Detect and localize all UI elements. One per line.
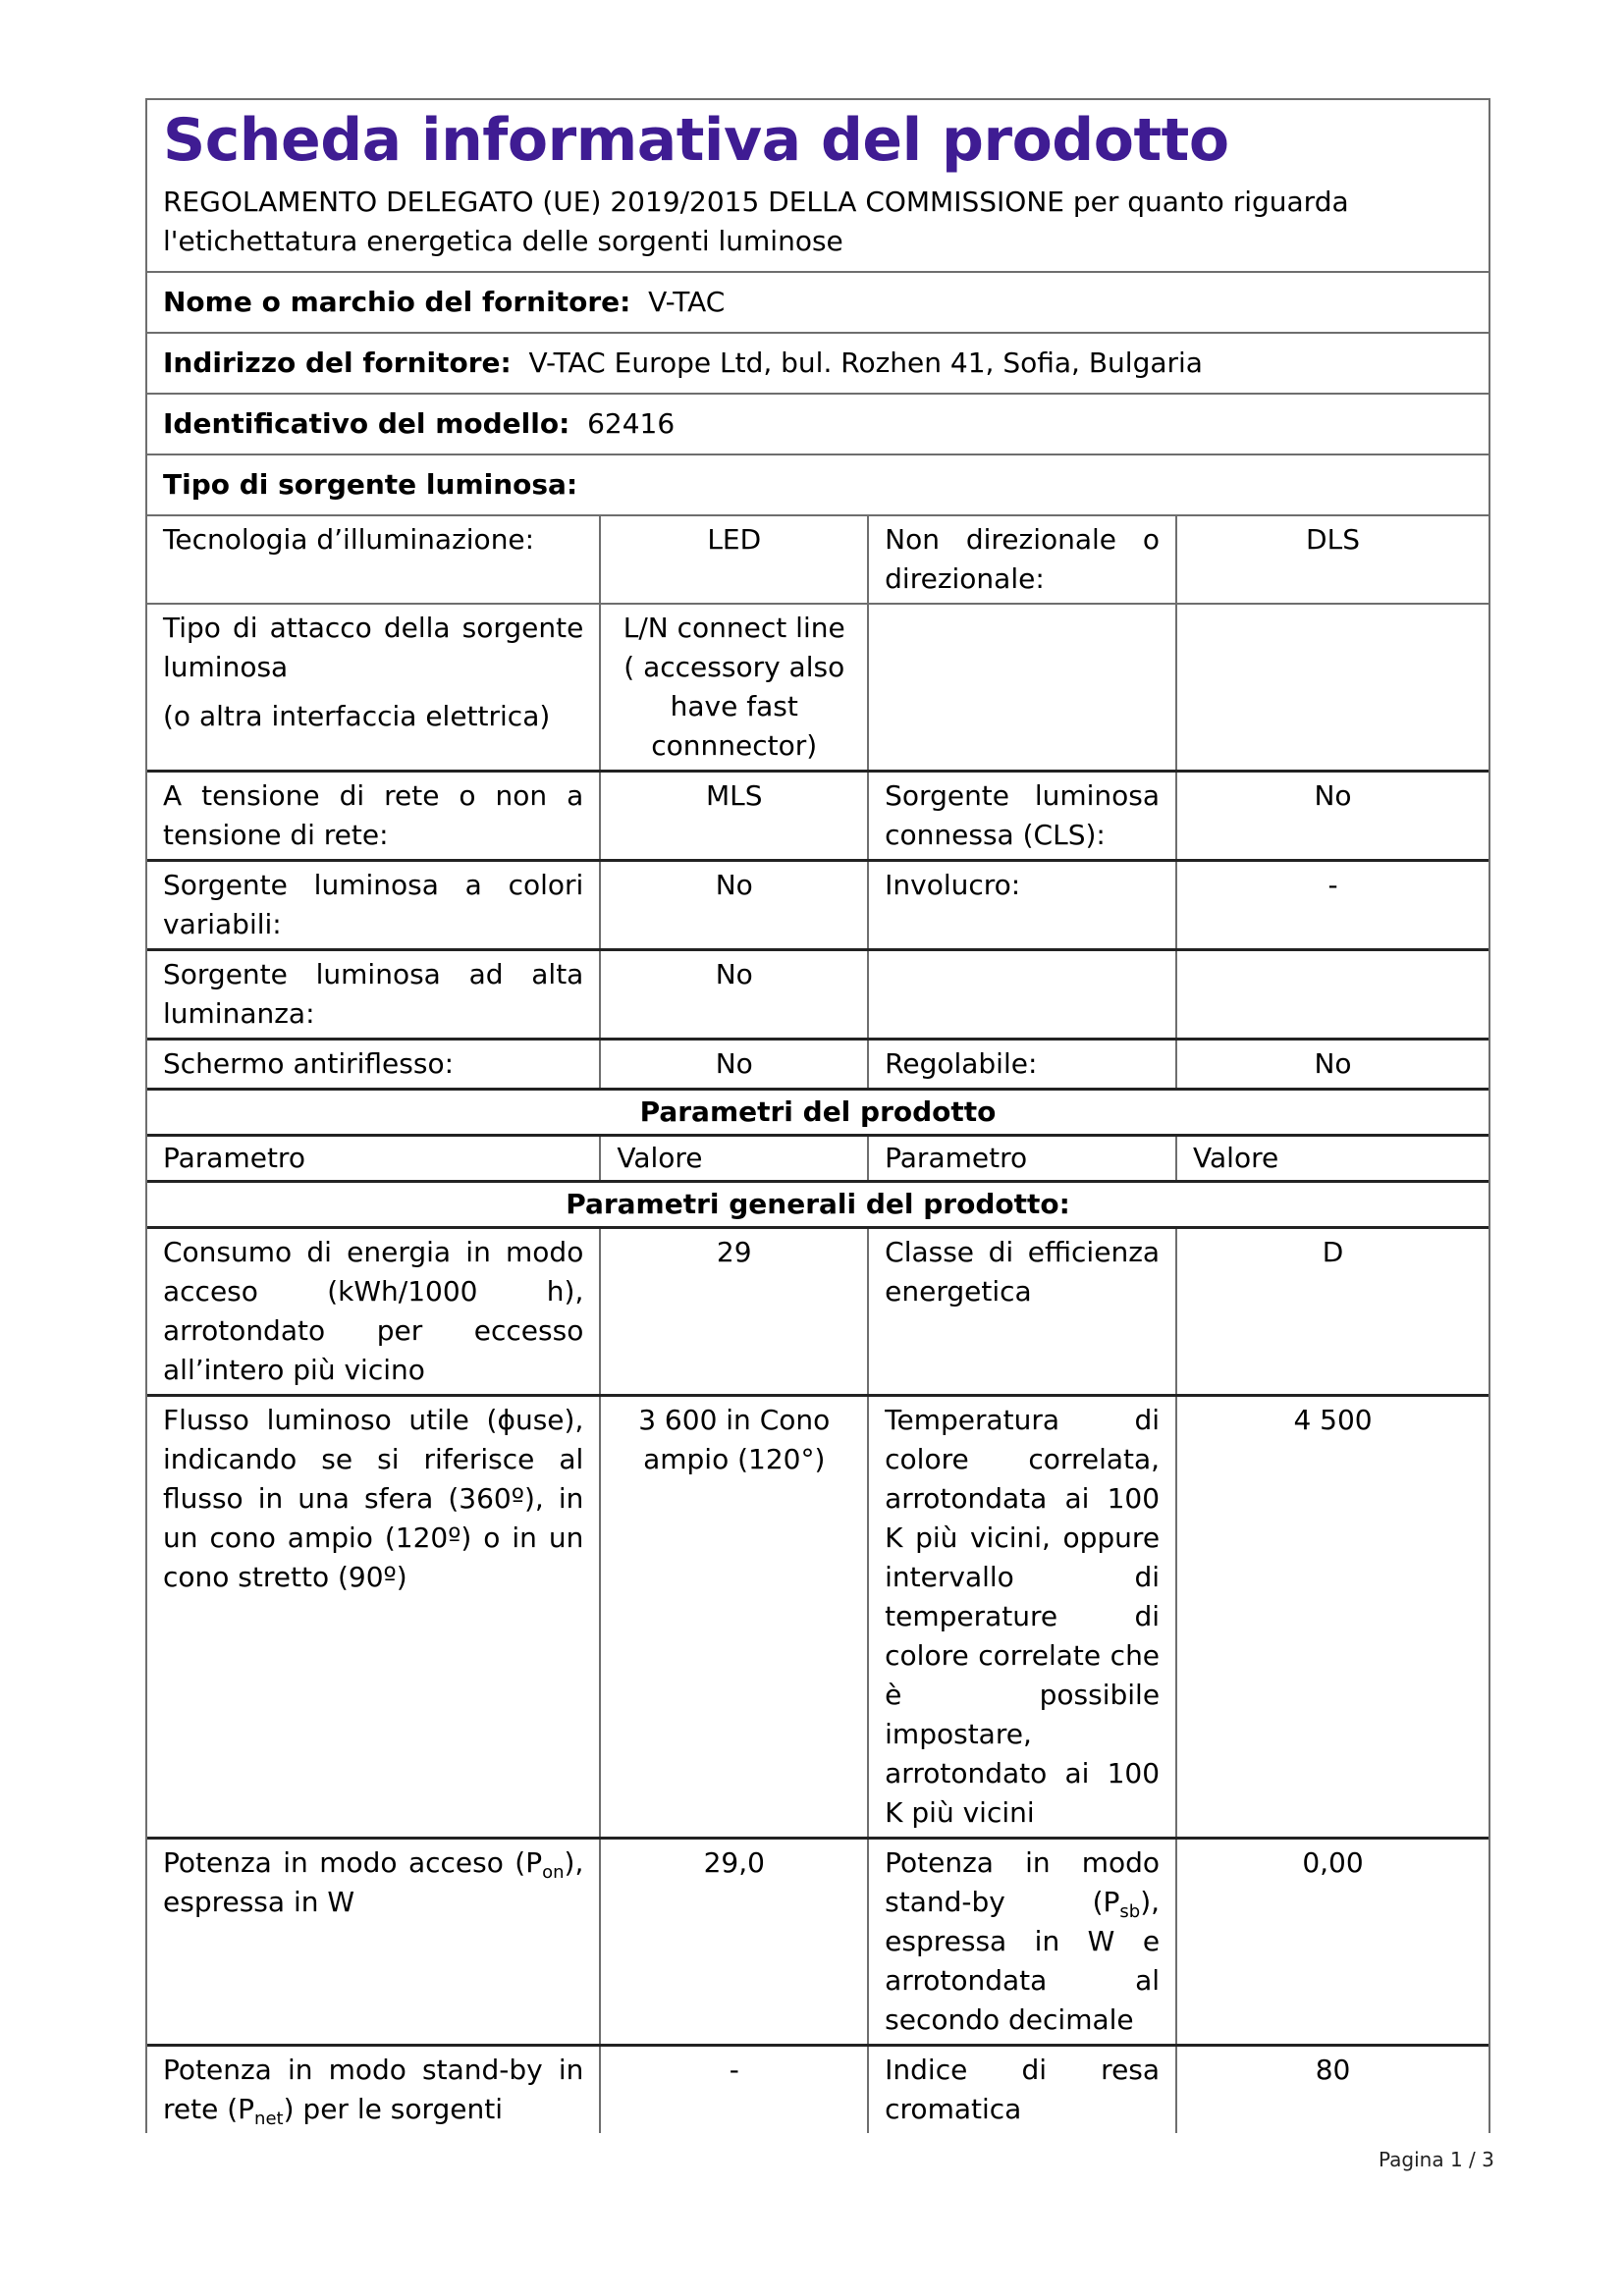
model-id-label: Identificativo del modello: (163, 407, 570, 440)
supplier-address-label: Indirizzo del fornitore: (163, 347, 512, 379)
type-value: L/N connect line ( accessory also have fast connnector) (600, 604, 868, 772)
type-value: DLS (1176, 515, 1489, 604)
param-label: Flusso luminoso utile (ɸuse), indicando se si riferisce al flusso in una sfera (360º), in un cono ampio (120º) o in un cono stretto (90º) (147, 1396, 600, 1839)
param-value: 80 (1176, 2046, 1489, 2134)
cap-label-note: (o altra interfaccia elettrica) (163, 700, 551, 732)
type-label: A tensione di rete o non a tensione di rete: (147, 772, 600, 861)
column-header: Valore (600, 1136, 868, 1182)
column-header-row (147, 1136, 1489, 1182)
product-table (147, 514, 1489, 2133)
page-number: Pagina 1 / 3 (1379, 2148, 1494, 2171)
supplier-address-row (147, 332, 1489, 393)
param-value: - (600, 2046, 868, 2134)
type-label (868, 604, 1176, 772)
column-header: Valore (1176, 1136, 1489, 1182)
param-row-power (147, 1839, 1489, 2046)
column-header: Parametro (868, 1136, 1176, 1182)
params-heading-row (147, 1090, 1489, 1136)
type-value: No (1176, 1040, 1489, 1090)
type-row-mains (147, 772, 1489, 861)
type-label (868, 950, 1176, 1040)
param-label: Potenza in modo stand-by in rete $(P_{net})$ per le sorgenti (147, 2046, 600, 2134)
type-row-luminance (147, 950, 1489, 1040)
type-row-colour (147, 861, 1489, 950)
column-header: Parametro (147, 1136, 600, 1182)
param-label: Consumo di energia in modo acceso (kWh/1000 h), arrotondato per eccesso all’intero più vicino (147, 1228, 600, 1396)
type-value: No (600, 950, 868, 1040)
param-row-flux (147, 1396, 1489, 1839)
type-label (147, 604, 600, 772)
type-value (1176, 950, 1489, 1040)
type-value: LED (600, 515, 868, 604)
type-value (1176, 604, 1489, 772)
param-value: 4 500 (1176, 1396, 1489, 1839)
supplier-name-value: V-TAC (648, 286, 726, 318)
type-label: Sorgente luminosa connessa (CLS): (868, 772, 1176, 861)
general-heading-row (147, 1182, 1489, 1228)
param-label: Temperatura di colore correlata, arrotondata ai 100 K più vicini, oppure intervallo di temperature di colore correlate che è possibile impostare, arrotondato ai 100 K più vicini (868, 1396, 1176, 1839)
type-label: Tecnologia d’illuminazione: (147, 515, 600, 604)
general-heading: Parametri generali del prodotto: (147, 1182, 1489, 1228)
type-value: No (600, 861, 868, 950)
param-value: D (1176, 1228, 1489, 1396)
regulation-subtitle: REGOLAMENTO DELEGATO (UE) 2019/2015 DELLA COMMISSIONE per quanto riguarda l'etichettatura energetica delle sorgenti luminose (163, 186, 1349, 257)
type-label: Sorgente luminosa a colori variabili: (147, 861, 600, 950)
type-row-antiglare (147, 1040, 1489, 1090)
param-value: 29,0 (600, 1839, 868, 2046)
param-label: Potenza in modo stand-by $(P_{sb})$, espressa in W e arrotondata al secondo decimale (868, 1839, 1176, 2046)
param-row-energy (147, 1228, 1489, 1396)
param-row-standby (147, 2046, 1489, 2134)
type-value: No (1176, 772, 1489, 861)
param-label: Indice di resa cromatica (868, 2046, 1176, 2134)
model-id-row (147, 393, 1489, 454)
type-value: No (600, 1040, 868, 1090)
type-label: Sorgente luminosa ad alta luminanza: (147, 950, 600, 1040)
page-title: Scheda informativa del prodotto (163, 106, 1229, 175)
source-type-heading: Tipo di sorgente luminosa: (163, 468, 578, 501)
supplier-address-value: V-TAC Europe Ltd, bul. Rozhen 41, Sofia, Bulgaria (528, 347, 1203, 379)
type-row-cap (147, 604, 1489, 772)
type-value: - (1176, 861, 1489, 950)
model-id-value: 62416 (587, 407, 676, 440)
type-label: Involucro: (868, 861, 1176, 950)
type-label: Non direzionale o direzionale: (868, 515, 1176, 604)
type-label: Regolabile: (868, 1040, 1176, 1090)
param-value: 0,00 (1176, 1839, 1489, 2046)
param-label: Potenza in modo acceso $(P_{on})$, espressa in W (147, 1839, 600, 2046)
product-info-sheet (145, 98, 1490, 2133)
source-type-heading-row (147, 454, 1489, 514)
cap-label-main: Tipo di attacco della sorgente luminosa (163, 612, 584, 683)
type-row-technology (147, 515, 1489, 604)
params-heading: Parametri del prodotto (147, 1090, 1489, 1136)
supplier-name-row (147, 271, 1489, 332)
param-label: Classe di efficienza energetica (868, 1228, 1176, 1396)
param-value: 29 (600, 1228, 868, 1396)
type-value: MLS (600, 772, 868, 861)
type-label: Schermo antiriflesso: (147, 1040, 600, 1090)
param-value: 3 600 in Cono ampio (120°) (600, 1396, 868, 1839)
supplier-name-label: Nome o marchio del fornitore: (163, 286, 631, 318)
